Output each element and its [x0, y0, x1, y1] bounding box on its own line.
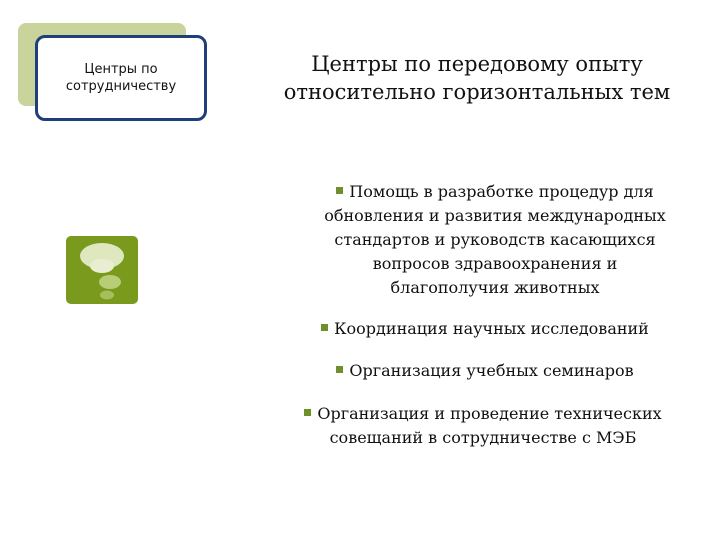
- bullet-item: Организация и проведение технических совещаний в сотрудничестве с МЭБ: [283, 402, 683, 450]
- bullet-item: Организация учебных семинаров: [290, 359, 680, 383]
- speech-bubble-icon-tile: [66, 236, 138, 304]
- bullet-square-icon: [336, 366, 343, 373]
- bullet-square-icon: [321, 324, 328, 331]
- speech-bubble-icon: [66, 236, 138, 304]
- bullet-square-icon: [336, 187, 343, 194]
- bullet-item: Координация научных исследований: [290, 317, 680, 341]
- title-line-2: относительно горизонтальных тем: [283, 80, 671, 104]
- title-line-1: Центры по передовому опыту: [311, 52, 643, 76]
- bullet-item: Помощь в разработке процедур для обновления и развития международных стандартов и руководств касающихся вопросов здравоохранения и благополучия животных: [324, 182, 666, 297]
- label-line-2: сотрудничеству: [65, 79, 177, 94]
- label-line-1: Центры по: [84, 62, 158, 77]
- slide-title: [262, 50, 692, 106]
- bullet-square-icon: [304, 409, 311, 416]
- label-box: [35, 35, 207, 121]
